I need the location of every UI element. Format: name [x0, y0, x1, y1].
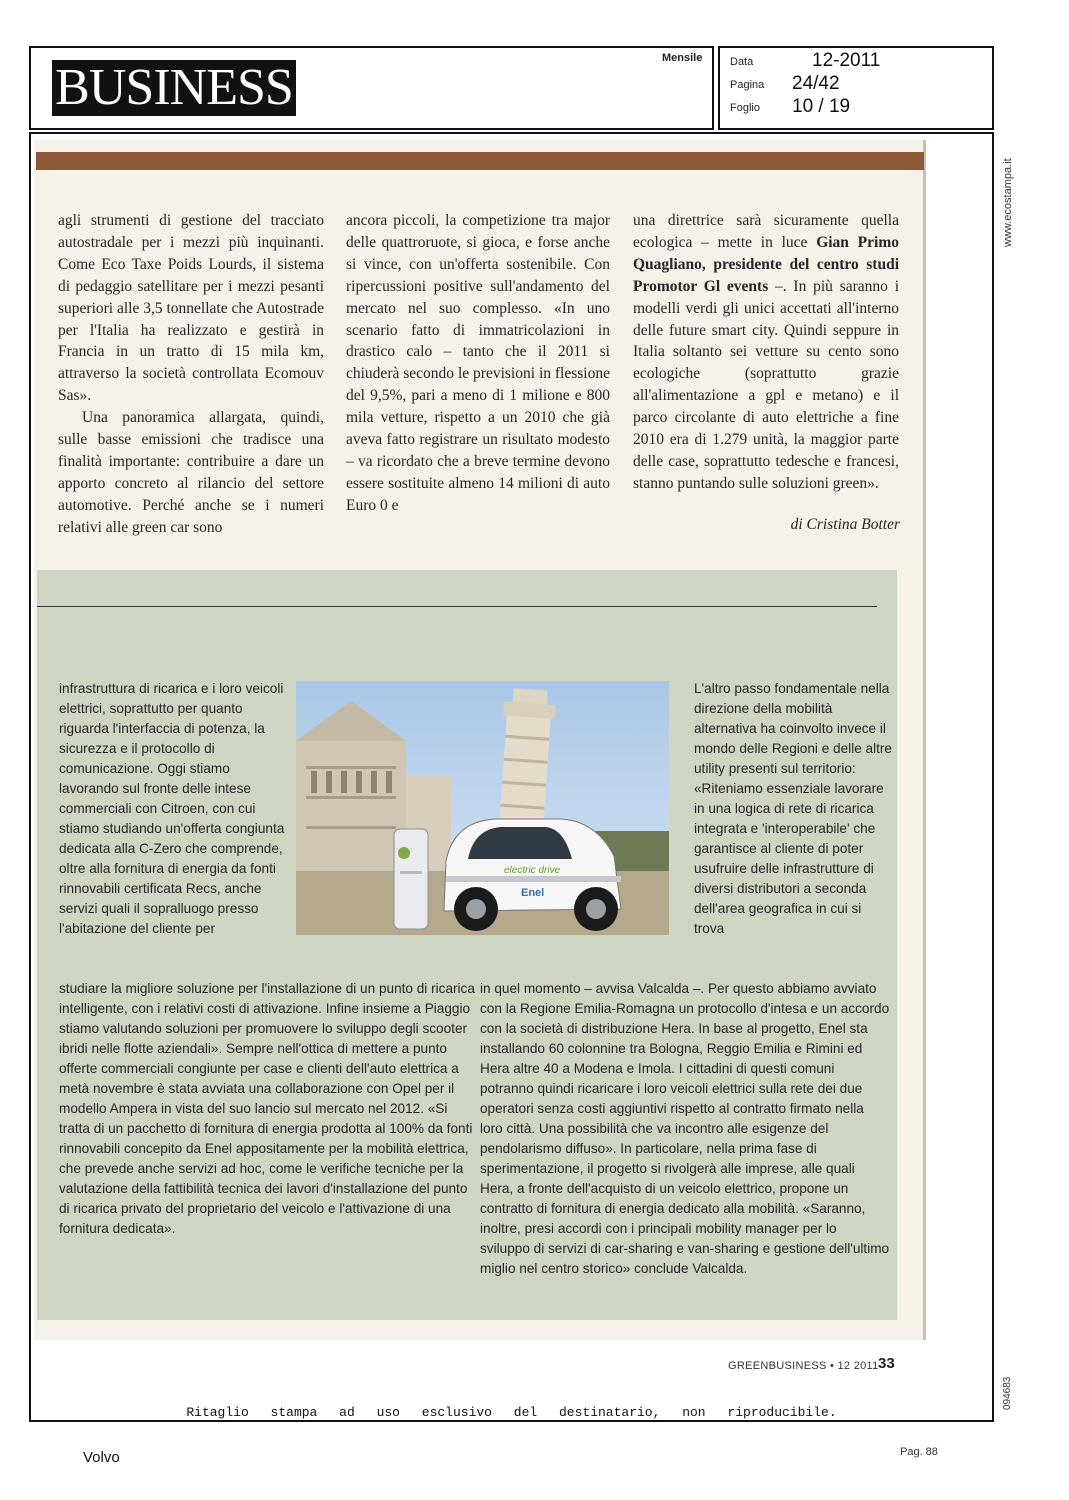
article-column-1: [58, 210, 324, 539]
bottom-rule: [29, 1420, 994, 1422]
client-name: Volvo: [83, 1449, 120, 1466]
box-text-bottom-right: in quel momento – avvisa Valcalda –. Per questo abbiamo avviato con la Regione Emilia-Romagna un protocollo d'intesa e un accordo con la società di distribuzione Hera. In base al progetto, Enel sta installando 60 colonnine tra Bologna, Reggio Emilia e Rimini ed Hera altre 40 a Modena e Imola. I cittadini di questi comuni potranno quindi ricaricare i loro veicoli elettrici sulla rete dei due operatori senza costi aggiuntivi rispetto al contratto firmato nella loro città. Una possibilità che va incontro alle esigenze del pendolarismo diffuso». In particolare, nella prima fase di sperimentazione, il progetto si rivolgerà alle imprese, alle quali Hera, a fronte dell'acquisto di un veicolo elettrico, propone un contratto di fornitura di energia dedicato alla mobilità. «Saranno, inoltre, presi accordi con i principali mobility manager per lo sviluppo di servizi di car-sharing e van-sharing e gestione dell'ultimo miglio nel centro storico» conclude Valcalda.: [480, 981, 890, 1276]
sheet-value: 10 / 19: [792, 96, 851, 117]
photo-pisa-electric-car: [296, 681, 669, 935]
byline: di Cristina Botter: [790, 516, 900, 533]
section-color-band: [36, 152, 924, 170]
magazine-page-number: 33: [878, 1355, 895, 1372]
frequency-label: Mensile: [662, 52, 703, 64]
box-text-right: L'altro passo fondamentale nella direzione della mobilità alternativa ha coinvolto invece il mondo delle Regioni e delle altre utility presenti sul territorio: «Riteniamo essenziale lavorare in una logica di rete di ricarica integrata e 'interoperabile' che garantisce al cliente di poter usufruire delle infrastrutture di diversi distributori a seconda dell'area geografica in cui si trova: [694, 681, 892, 936]
magazine-footer: GREENBUSINESS • 12 2011: [728, 1360, 879, 1372]
page-value: 24/42: [792, 73, 840, 94]
box-text-left: infrastruttura di ricarica e i loro veicoli elettrici, soprattutto per quanto riguarda l'interfaccia di potenza, la sicurezza e il protocollo di comunicazione. Oggi stiamo lavorando sul fronte delle intese commerciali con Citroen, con cui stiamo studiando un'offerta congiunta dedicata alla C-Zero che comprende, oltre alla fornitura di energia da fonti rinnovabili certificata Recs, anche servizi quali il sopralluogo presso l'abitazione del cliente per: [59, 681, 285, 936]
page-label: Pagina: [730, 79, 765, 91]
article-paragraph: Una panoramica allargata, quindi, sulle basse emissioni che tradisce una finalità importante: contribuire a dare un apporto concreto al rilancio del settore automotive. Perché anche se i numeri relativi alle green car sono: [58, 409, 324, 536]
quote-text: –. In più saranno i modelli verdi gli unici accettati all'interno delle future smart city. Quindi seppure in Italia soltanto sei vetture su cento sono ecologiche (soprattutto grazie all'alimentazione a gpl e metano) e il parco circolante di auto elettriche a fine 2010 era di 1.279 unità, la maggior parte delle case, soprattutto tedesche e francesi, stanno puntando sulle soluzioni green».: [633, 277, 899, 492]
charging-station: [394, 829, 428, 929]
website-vertical: www.ecostampa.it: [1002, 158, 1014, 248]
car-brand: Enel: [521, 887, 545, 899]
article-paragraph: [633, 210, 899, 495]
divider: [37, 606, 877, 607]
quoted-person: Gian Primo Quagliano, presidente del centro studi Promotor Gl events: [633, 233, 899, 295]
disclaimer: Ritaglio stampa ad uso esclusivo del destinatario, non riproducibile.: [186, 1405, 837, 1420]
article-paragraph: agli strumenti di gestione del tracciato autostradale per i mezzi più inquinanti. Come Eco Taxe Poids Lourds, il sistema di pedaggio satellitare per i mezzi pesanti superiori alle 3,5 tonnellate che Autostrade per l'Italia ha realizzato e gestirà in Francia in un tratto di 15 mila km, attraverso la società controllata Ecomouv Sas».: [58, 212, 324, 405]
article-column-3: [633, 210, 899, 495]
date-label: Data: [730, 56, 754, 68]
article-paragraph: ancora piccoli, la competizione tra major delle quattroruote, si gioca, e forse anche si vince, con un'offerta sostenibile. Con ripercussioni positive sull'andamento del mercato nel suo complesso. «In uno scenario fatto di immatricolazioni in drastico calo – tanto che il 2011 si chiuderà secondo le previsioni in flessione del 9,5%, pari a meno di 1 milione e 800 mila vetture, rispetto a un 2010 che già aveva fatto registrare un risultato modesto – va ricordato che a breve termine devono essere sostituite almeno 14 milioni di auto Euro 0 e: [346, 212, 610, 514]
clipping-page: Pag. 88: [900, 1446, 938, 1458]
car-label: electric drive: [504, 865, 561, 876]
date-value: 12-2011: [812, 50, 881, 71]
box-text-bottom-left: studiare la migliore soluzione per l'installazione di un punto di ricarica intelligente, con i relativi costi di attivazione. Infine insieme a Piaggio stiamo valutando soluzioni per promuovere lo sviluppo degli scooter ibridi nelle flotte aziendali». Sempre nell'ottica di mettere a punto offerte commerciali congiunte per case e clienti dell'auto elettrica a metà novembre è stata avviata una collaborazione con Opel per il modello Ampera in vista del suo lancio sul mercato nel 2012. «Si tratta di un pacchetto di fornitura di energia prodotta al 100% da fonti rinnovabili concepito da Enel appositamente per la mobilità elettrica, che prevede anche servizi ad hoc, come le verifiche tecniche per la valutazione della fattibilità tecnica dei lavori d'installazione del punto di ricarica privato del proprietario del veicolo e l'attivazione di una fornitura dedicata».: [59, 981, 475, 1236]
clipping-code: 094683: [1002, 1376, 1013, 1410]
quote-intro: una direttrice sarà sicuramente quella ecologica – mette in luce: [633, 212, 899, 251]
publication-logo: BUSINESS: [52, 60, 296, 116]
article-column-2: [346, 210, 610, 517]
sheet-label: Foglio: [730, 102, 760, 114]
